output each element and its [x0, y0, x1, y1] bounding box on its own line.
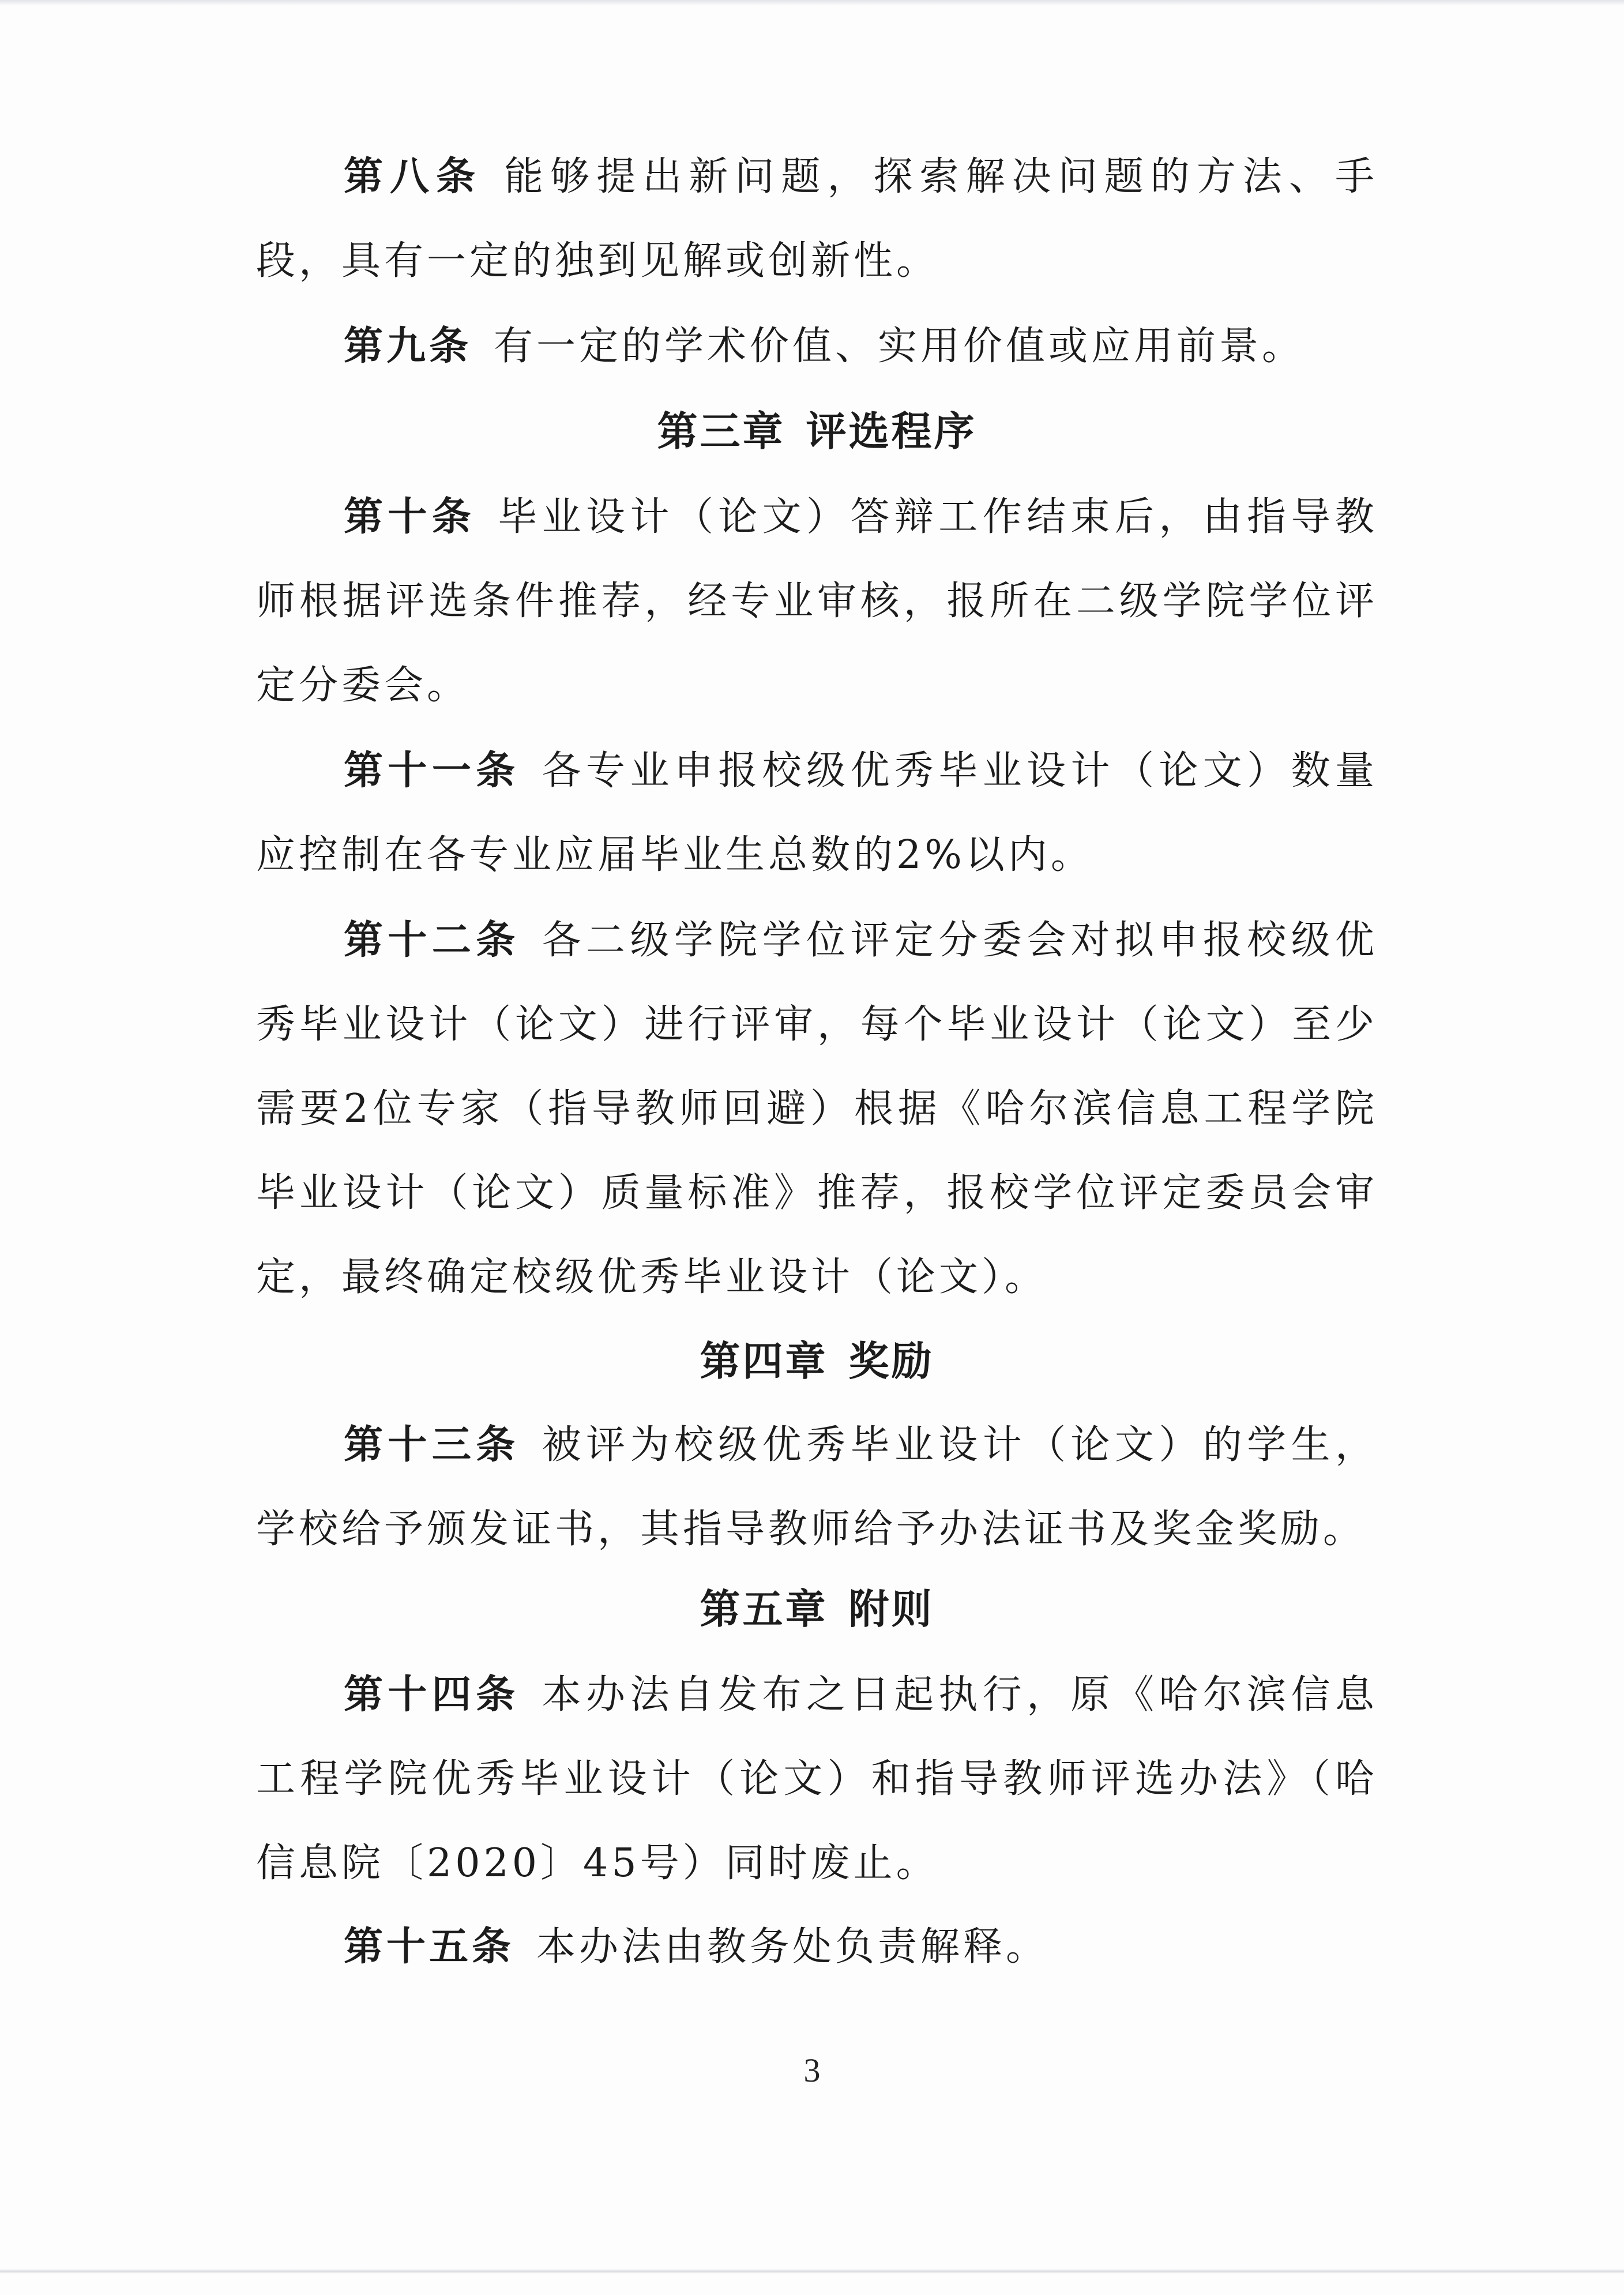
article-text: 有一定的学术价值、实用价值或应用前景。 [494, 324, 1305, 369]
article-15 [256, 1905, 1378, 1989]
scan-edge-top [0, 0, 1624, 6]
chapter-number: 第三章 [657, 408, 785, 455]
article-label: 第十条 [344, 494, 476, 540]
article-text: 能够提出新问题，探索解决问题的方法、手段，具有一定的独到见解或创新性。 [256, 154, 1378, 284]
scan-edge-bottom [0, 2269, 1624, 2274]
chapter-heading-4 [256, 1319, 1378, 1403]
chapter-title: 附则 [848, 1586, 934, 1633]
chapter-title: 奖励 [848, 1338, 934, 1385]
article-text: 本办法自发布之日起执行，原《哈尔滨信息工程学院优秀毕业设计（论文）和指导教师评选办法》（哈信息院〔2020〕45号）同时废止。 [256, 1672, 1378, 1886]
article-label: 第十二条 [344, 918, 520, 963]
article-label: 第九条 [344, 324, 472, 369]
chapter-number: 第五章 [700, 1586, 828, 1633]
article-text: 本办法由教务处负责解释。 [536, 1924, 1049, 1970]
article-text: 毕业设计（论文）答辩工作结束后，由指导教师根据评选条件推荐，经专业审核，报所在二级学院学位评定分委会。 [256, 494, 1378, 708]
article-label: 第十四条 [344, 1672, 520, 1718]
article-12 [256, 899, 1378, 1320]
chapter-heading-3 [256, 389, 1378, 474]
chapter-number: 第四章 [700, 1338, 828, 1385]
article-label: 第十三条 [344, 1422, 520, 1468]
article-10 [256, 475, 1378, 728]
article-text: 各专业申报校级优秀毕业设计（论文）数量应控制在各专业应届毕业生总数的2%以内。 [256, 748, 1378, 878]
article-text: 被评为校级优秀毕业设计（论文）的学生，学校给予颁发证书，其指导教师给予办法证书及奖金奖励。 [256, 1422, 1378, 1552]
chapter-title: 评选程序 [806, 408, 977, 455]
article-11 [256, 729, 1378, 897]
article-text: 各二级学院学位评定分委会对拟申报校级优秀毕业设计（论文）进行评审，每个毕业设计（论文）至少需要2位专家（指导教师回避）根据《哈尔滨信息工程学院毕业设计（论文）质量标准》推荐，报校学位评定委员会审定，最终确定校级优秀毕业设计（论文）。 [256, 918, 1378, 1300]
article-label: 第十一条 [344, 748, 520, 794]
chapter-heading-5 [256, 1567, 1378, 1651]
article-label: 第十五条 [344, 1924, 515, 1970]
page-number: 3 [803, 2052, 821, 2089]
article-label: 第八条 [344, 154, 483, 200]
article-8 [256, 135, 1378, 303]
article-9 [256, 305, 1378, 389]
article-14 [256, 1653, 1378, 1906]
article-13 [256, 1403, 1378, 1572]
